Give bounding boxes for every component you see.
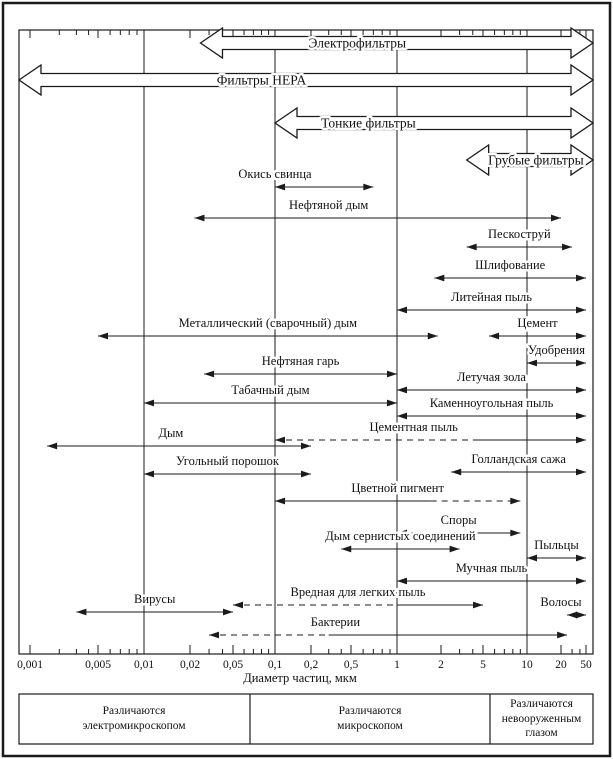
range-label-spores: Споры xyxy=(440,513,477,527)
range-label-bacteria: Бактерии xyxy=(310,615,361,629)
arrowhead xyxy=(47,443,57,450)
axis-tick-label: 2 xyxy=(438,659,444,671)
axis-tick-label: 50 xyxy=(580,659,592,671)
arrowhead xyxy=(450,546,460,553)
axis-tick-label: 0,01 xyxy=(133,659,155,671)
arrowhead xyxy=(397,578,407,585)
axis-tick-label: 20 xyxy=(555,659,567,671)
range-label-sandblasting: Пескоструй xyxy=(488,227,551,241)
arrowhead xyxy=(576,360,586,367)
arrowhead xyxy=(576,578,586,585)
arrowhead xyxy=(557,632,567,639)
range-label-lung-harmful-dust: Вредная для легких пыль xyxy=(290,585,426,599)
axis-tick-label: 0,02 xyxy=(179,659,201,671)
axis-tick-label: 0,1 xyxy=(267,659,283,671)
axis-tick-label: 0,05 xyxy=(222,659,244,671)
range-label-welding-metal-smoke: Металлический (сварочный) дым xyxy=(178,316,358,330)
arrowhead xyxy=(576,555,586,562)
arrowhead xyxy=(209,632,219,639)
arrowhead xyxy=(562,244,572,251)
arrowhead xyxy=(363,184,373,191)
legend-cell-microscope: Различаются микроскопом xyxy=(337,705,403,732)
filter-label-electrofilters: Электрофильтры xyxy=(308,35,407,51)
arrowhead xyxy=(397,413,407,420)
arrowhead xyxy=(98,333,108,340)
arrowhead xyxy=(223,609,233,616)
arrowhead xyxy=(489,333,499,340)
arrowhead xyxy=(428,333,438,340)
range-label-hair: Волосы xyxy=(540,595,582,609)
range-label-pollens: Пыльцы xyxy=(534,538,579,552)
arrowhead xyxy=(397,387,407,394)
arrowhead xyxy=(527,555,537,562)
filter-label-coarse-filters: Грубые фильтры xyxy=(488,152,584,168)
range-label-lead-oxide: Окись свинца xyxy=(238,167,312,181)
range-label-smoke: Дым xyxy=(158,426,184,440)
arrowhead xyxy=(301,471,311,478)
arrowhead xyxy=(551,215,561,222)
arrowhead xyxy=(387,371,397,378)
axis-tick-label: 10 xyxy=(521,659,533,671)
arrowhead xyxy=(576,437,586,444)
arrowhead xyxy=(434,275,444,282)
range-label-coal-dust: Каменноугольная пыль xyxy=(429,396,554,410)
arrowhead xyxy=(204,371,214,378)
arrowhead xyxy=(194,215,204,222)
arrowhead xyxy=(275,498,285,505)
range-label-oil-soot: Нефтяная гарь xyxy=(261,354,340,368)
arrowhead xyxy=(576,333,586,340)
arrowhead xyxy=(387,400,397,407)
range-label-grinding: Шлифование xyxy=(475,258,546,272)
range-label-fertilizers: Удобрения xyxy=(528,343,585,357)
arrowhead xyxy=(76,609,86,616)
range-label-sulfur-compound-smoke: Дым сернистых соединений xyxy=(325,529,476,543)
range-label-viruses: Вирусы xyxy=(134,592,176,606)
arrowhead xyxy=(576,469,586,476)
filter-label-hepa-filters: Фильтры HEPA xyxy=(216,72,307,88)
arrowhead xyxy=(144,471,154,478)
range-label-foundry-dust: Литейная пыль xyxy=(450,290,533,304)
arrowhead xyxy=(576,307,586,314)
range-label-dutch-carbon-black: Голландская сажа xyxy=(471,452,566,466)
axis-tick-label: 0,005 xyxy=(85,659,111,671)
arrowhead xyxy=(576,612,586,619)
arrowhead xyxy=(275,184,285,191)
range-label-cement: Цемент xyxy=(517,316,558,330)
arrowhead xyxy=(576,413,586,420)
range-label-coal-powder: Угольный порошок xyxy=(176,454,279,468)
arrowhead xyxy=(527,360,537,367)
range-label-cement-dust: Цементная пыль xyxy=(369,420,458,434)
arrowhead xyxy=(397,307,407,314)
arrowhead xyxy=(510,530,520,537)
axis-tick-label: 0,5 xyxy=(343,659,359,671)
legend-cell-electron-microscope: Различаются электромикроскопом xyxy=(82,705,186,732)
arrowhead xyxy=(576,387,586,394)
arrowhead xyxy=(233,602,243,609)
arrowhead xyxy=(275,437,285,444)
axis-title: Диаметр частиц, мкм xyxy=(243,671,357,685)
axis-tick-label: 5 xyxy=(480,659,486,671)
range-label-oil-smoke: Нефтяной дым xyxy=(289,198,369,212)
range-label-fly-ash: Летучая зола xyxy=(457,370,526,384)
axis-tick-label: 1 xyxy=(394,659,400,671)
arrowhead xyxy=(567,612,577,619)
arrowhead xyxy=(451,469,461,476)
arrowhead xyxy=(467,244,477,251)
legend-cell-naked-eye: Различаются невооруженным глазом xyxy=(501,697,582,740)
range-label-color-pigment: Цветной пигмент xyxy=(351,481,444,495)
arrowhead xyxy=(144,400,154,407)
arrowhead xyxy=(510,498,520,505)
arrowhead xyxy=(341,546,351,553)
axis-tick-label: 0,001 xyxy=(17,659,43,671)
arrowhead xyxy=(301,443,311,450)
filter-label-fine-filters: Тонкие фильтры xyxy=(321,115,416,131)
arrowhead xyxy=(473,602,483,609)
axis-tick-label: 0,2 xyxy=(303,659,319,671)
range-label-flour-dust: Мучная пыль xyxy=(455,561,528,575)
arrowhead xyxy=(576,275,586,282)
range-label-tobacco-smoke: Табачный дым xyxy=(231,383,310,397)
